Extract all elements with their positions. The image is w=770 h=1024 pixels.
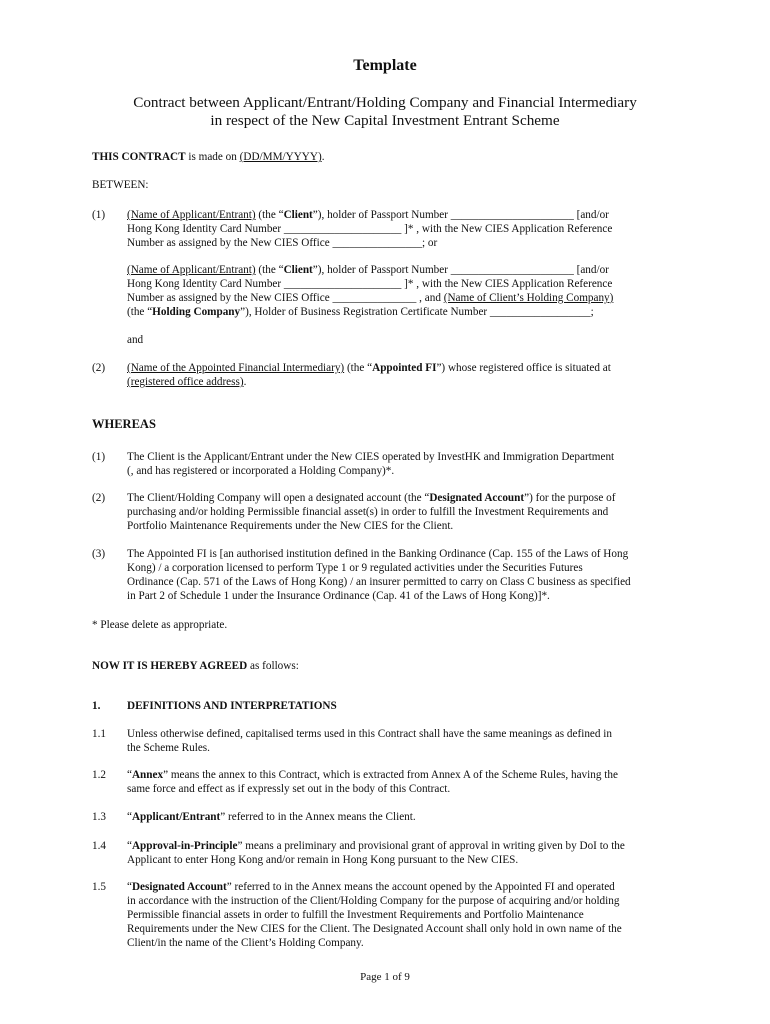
whereas-heading: WHEREAS xyxy=(92,417,156,431)
clause-1-5: “Designated Account” referred to in the Annex means the account opened by the Appointed FI and operated in accordance with the instruction of the Client/Holding Company for the purpose of acquiring and/or holding Permissible financial assets in order to fulfill the Investment Requirements and Portfolio Maintenance Requirements under the New CIES for the Client. The Designated Account shall only hold in own name of the Client/in the name of the Client’s Holding Company. xyxy=(127,881,622,949)
clause-1-1: Unless otherwise defined, capitalised terms used in this Contract shall have the same meanings as defined in the Scheme Rules. xyxy=(127,728,612,754)
clause-number: 1.2 xyxy=(92,769,106,781)
contract-date-line: THIS CONTRACT is made on (DD/MM/YYYY). xyxy=(92,151,325,163)
section-number: 1. xyxy=(92,700,101,712)
between-label: BETWEEN: xyxy=(92,179,149,191)
recital-number: (1) xyxy=(92,451,106,463)
clause-number: 1.1 xyxy=(92,728,106,740)
delete-note: * Please delete as appropriate. xyxy=(92,619,228,631)
document-title: Template xyxy=(353,57,417,74)
clause-number: 1.3 xyxy=(92,811,106,823)
subtitle-line: Contract between Applicant/Entrant/Holding Company and Financial Intermediary xyxy=(133,94,637,111)
party-number: (2) xyxy=(92,362,106,374)
clause-1-2: “Annex” means the annex to this Contract, which is extracted from Annex A of the Scheme Rules, having the same force and effect as if expressly set out in the body of this Contract. xyxy=(127,769,618,795)
page-number: Page 1 of 9 xyxy=(360,971,410,983)
party2-text: (Name of the Appointed Financial Intermediary) (the “Appointed FI”) whose registered office is situated at (registered office address). xyxy=(127,362,611,388)
recital-3: The Appointed FI is [an authorised institution defined in the Banking Ordinance (Cap. 155 of the Laws of Hong Kong) / a corporation licensed to perform Type 1 or 9 regulated activities under the Securities Futures Ordinance (Cap. 571 of the Laws of Hong Kong) / an insurer permitted to carry on Class C business as specified in Part 2 of Schedule 1 under the Insurance Ordinance (Cap. 41 of the Laws of Hong Kong)]*. xyxy=(127,548,631,602)
section-title: DEFINITIONS AND INTERPRETATIONS xyxy=(127,700,337,712)
party1-option-a: (Name of Applicant/Entrant) (the “Client”), holder of Passport Number ______________________ [and/or Hong Kong Identity Card Number _____________________ ]* , with the New CIES Application Reference Number as assigned by the New CIES Office ________________; or xyxy=(127,209,613,249)
agreed-line: NOW IT IS HEREBY AGREED as follows: xyxy=(92,660,299,672)
subtitle-line: in respect of the New Capital Investment Entrant Scheme xyxy=(210,112,560,129)
party-number: (1) xyxy=(92,209,106,221)
date-placeholder: (DD/MM/YYYY) xyxy=(239,151,322,163)
recital-1: The Client is the Applicant/Entrant under the New CIES operated by InvestHK and Immigration Department (, and has registered or incorporated a Holding Company)*. xyxy=(127,451,615,477)
recital-number: (2) xyxy=(92,492,106,504)
recital-number: (3) xyxy=(92,548,106,560)
and-connector: and xyxy=(127,334,144,346)
party1-option-b: (Name of Applicant/Entrant) (the “Client”), holder of Passport Number ______________________ [and/or Hong Kong Identity Card Number _____________________ ]* , with the New CIES Application Reference Number as assigned by the New CIES Office _______________ , and (Name of Client’s Holding Company) (the “Holding Company”), Holder of Business Registration Certificate Number __________________; xyxy=(127,264,614,318)
recital-2: The Client/Holding Company will open a designated account (the “Designated Account”) for the purpose of purchasing and/or holding Permissible financial asset(s) in order to fulfill the Investment Requirements and Portfolio Maintenance Requirements under the New CIES for the Client. xyxy=(127,492,616,532)
clause-1-4: “Approval-in-Principle” means a preliminary and provisional grant of approval in writing given by DoI to the Applicant to enter Hong Kong and/or remain in Hong Kong pursuant to the New CIES. xyxy=(127,840,625,866)
clause-number: 1.4 xyxy=(92,840,106,852)
document-subtitle xyxy=(60,94,710,130)
clause-number: 1.5 xyxy=(92,881,106,893)
clause-1-3: “Applicant/Entrant” referred to in the Annex means the Client. xyxy=(127,811,416,823)
